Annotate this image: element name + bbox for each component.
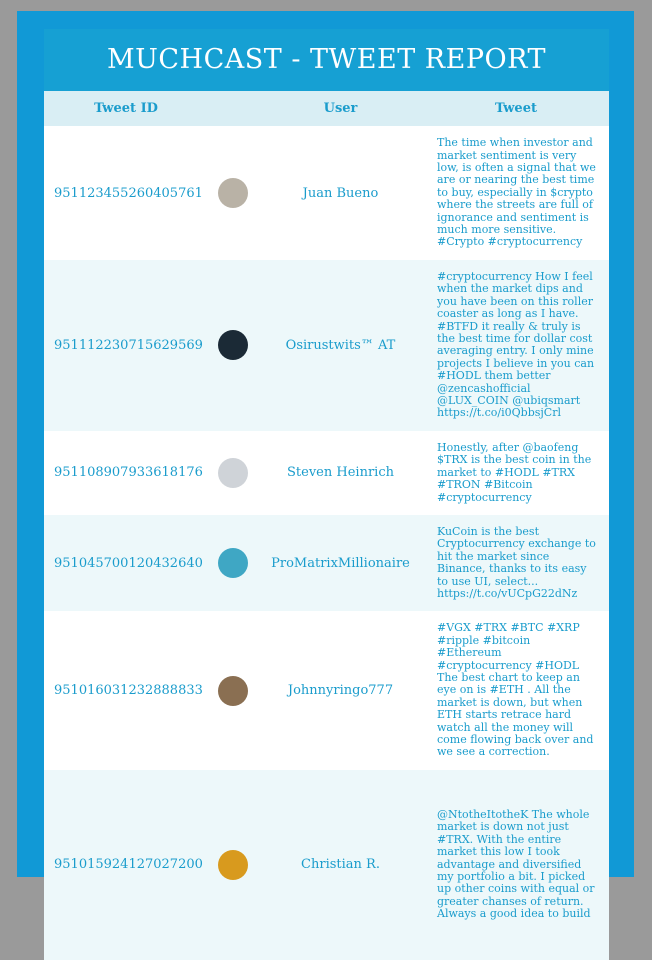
column-header-avatar <box>208 91 258 126</box>
avatar-cell <box>208 126 258 260</box>
table-row <box>44 260 609 431</box>
tweet-id-cell: 951123455260405761 <box>54 185 203 201</box>
user-name-cell[interactable]: Christian R. <box>301 857 380 873</box>
page-frame <box>17 11 634 921</box>
column-header-tweet[interactable]: Tweet <box>495 101 537 116</box>
avatar-cell <box>208 260 258 431</box>
tweet-text-cell: #VGX #TRX #BTC #XRP #ripple #bitcoin #Ethereum #cryptocurrency #HODL The best chart to keep an eye on is #ETH . All the market is down, but when ETH starts retrace hard watch all the money will come flowing back over and we see a correction. <box>437 621 594 759</box>
avatar-cell <box>208 431 258 515</box>
table-row <box>44 770 609 960</box>
tweet-id-cell: 951112230715629569 <box>54 337 203 353</box>
user-avatar[interactable] <box>218 676 248 706</box>
tweet-id-cell: 951108907933618176 <box>54 465 203 481</box>
user-avatar[interactable] <box>218 458 248 488</box>
tweet-text-cell: The time when investor and market sentiment is very low, is often a signal that we are or nearing the best time to buy, especially in $crypto where the streets are full of ignorance and sentiment is much more sensitive. #Crypto #cryptocurrency <box>437 136 596 249</box>
tweet-text-cell: #cryptocurrency How I feel when the market dips and you have been on this roller coaster as long as I have. #BTFD it really & truly is the best time for dollar cost averaging entry. I only mine projects I believe in you can #HODL them better @zencashofficial @LUX_COIN @ubiqsmart https://t.co/i0QbbsjCrl <box>437 270 595 420</box>
user-name-cell[interactable]: Juan Bueno <box>302 185 379 201</box>
column-header-tweet-id[interactable]: Tweet ID <box>94 101 158 116</box>
tweet-text-cell: KuCoin is the best Cryptocurrency exchange to hit the market since Binance, thanks to its easy to use UI, select... https://t.co/vUCpG22dNz <box>437 524 596 600</box>
avatar-cell <box>208 770 258 960</box>
avatar-cell <box>208 515 258 611</box>
tweet-id-cell: 951016031232888833 <box>54 683 203 699</box>
table-row <box>44 515 609 611</box>
user-avatar[interactable] <box>218 178 248 208</box>
tweet-id-cell: 951015924127027200 <box>54 857 203 873</box>
user-name-cell[interactable]: ProMatrixMillionaire <box>271 555 410 571</box>
report-card <box>44 29 609 921</box>
column-header-user[interactable]: User <box>323 101 358 116</box>
tweet-text-cell: Honestly, after @baofeng $TRX is the best coin in the market to #HODL #TRX #TRON #Bitcoin #cryptocurrency <box>437 440 592 504</box>
tweet-id-cell: 951045700120432640 <box>54 555 203 571</box>
table-row <box>44 611 609 769</box>
table-header-row <box>44 91 609 126</box>
user-avatar[interactable] <box>218 850 248 880</box>
user-avatar[interactable] <box>218 330 248 360</box>
tweet-table <box>44 91 609 960</box>
table-row <box>44 431 609 515</box>
page-title: MUCHCAST - TWEET REPORT <box>44 29 609 91</box>
tweet-text-cell: @NtotheItotheK The whole market is down not just #TRX. With the entire market this low I took advantage and diversified my portfolio a bit. I picked up other coins with equal or greater chanses of return. Always a good idea to build <box>437 807 595 921</box>
table-row <box>44 126 609 260</box>
avatar-cell <box>208 611 258 769</box>
user-name-cell[interactable]: Osirustwits™ AT <box>285 337 396 353</box>
user-name-cell[interactable]: Steven Heinrich <box>287 465 394 481</box>
user-avatar[interactable] <box>218 548 248 578</box>
user-name-cell[interactable]: Johnnyringo777 <box>287 683 394 699</box>
